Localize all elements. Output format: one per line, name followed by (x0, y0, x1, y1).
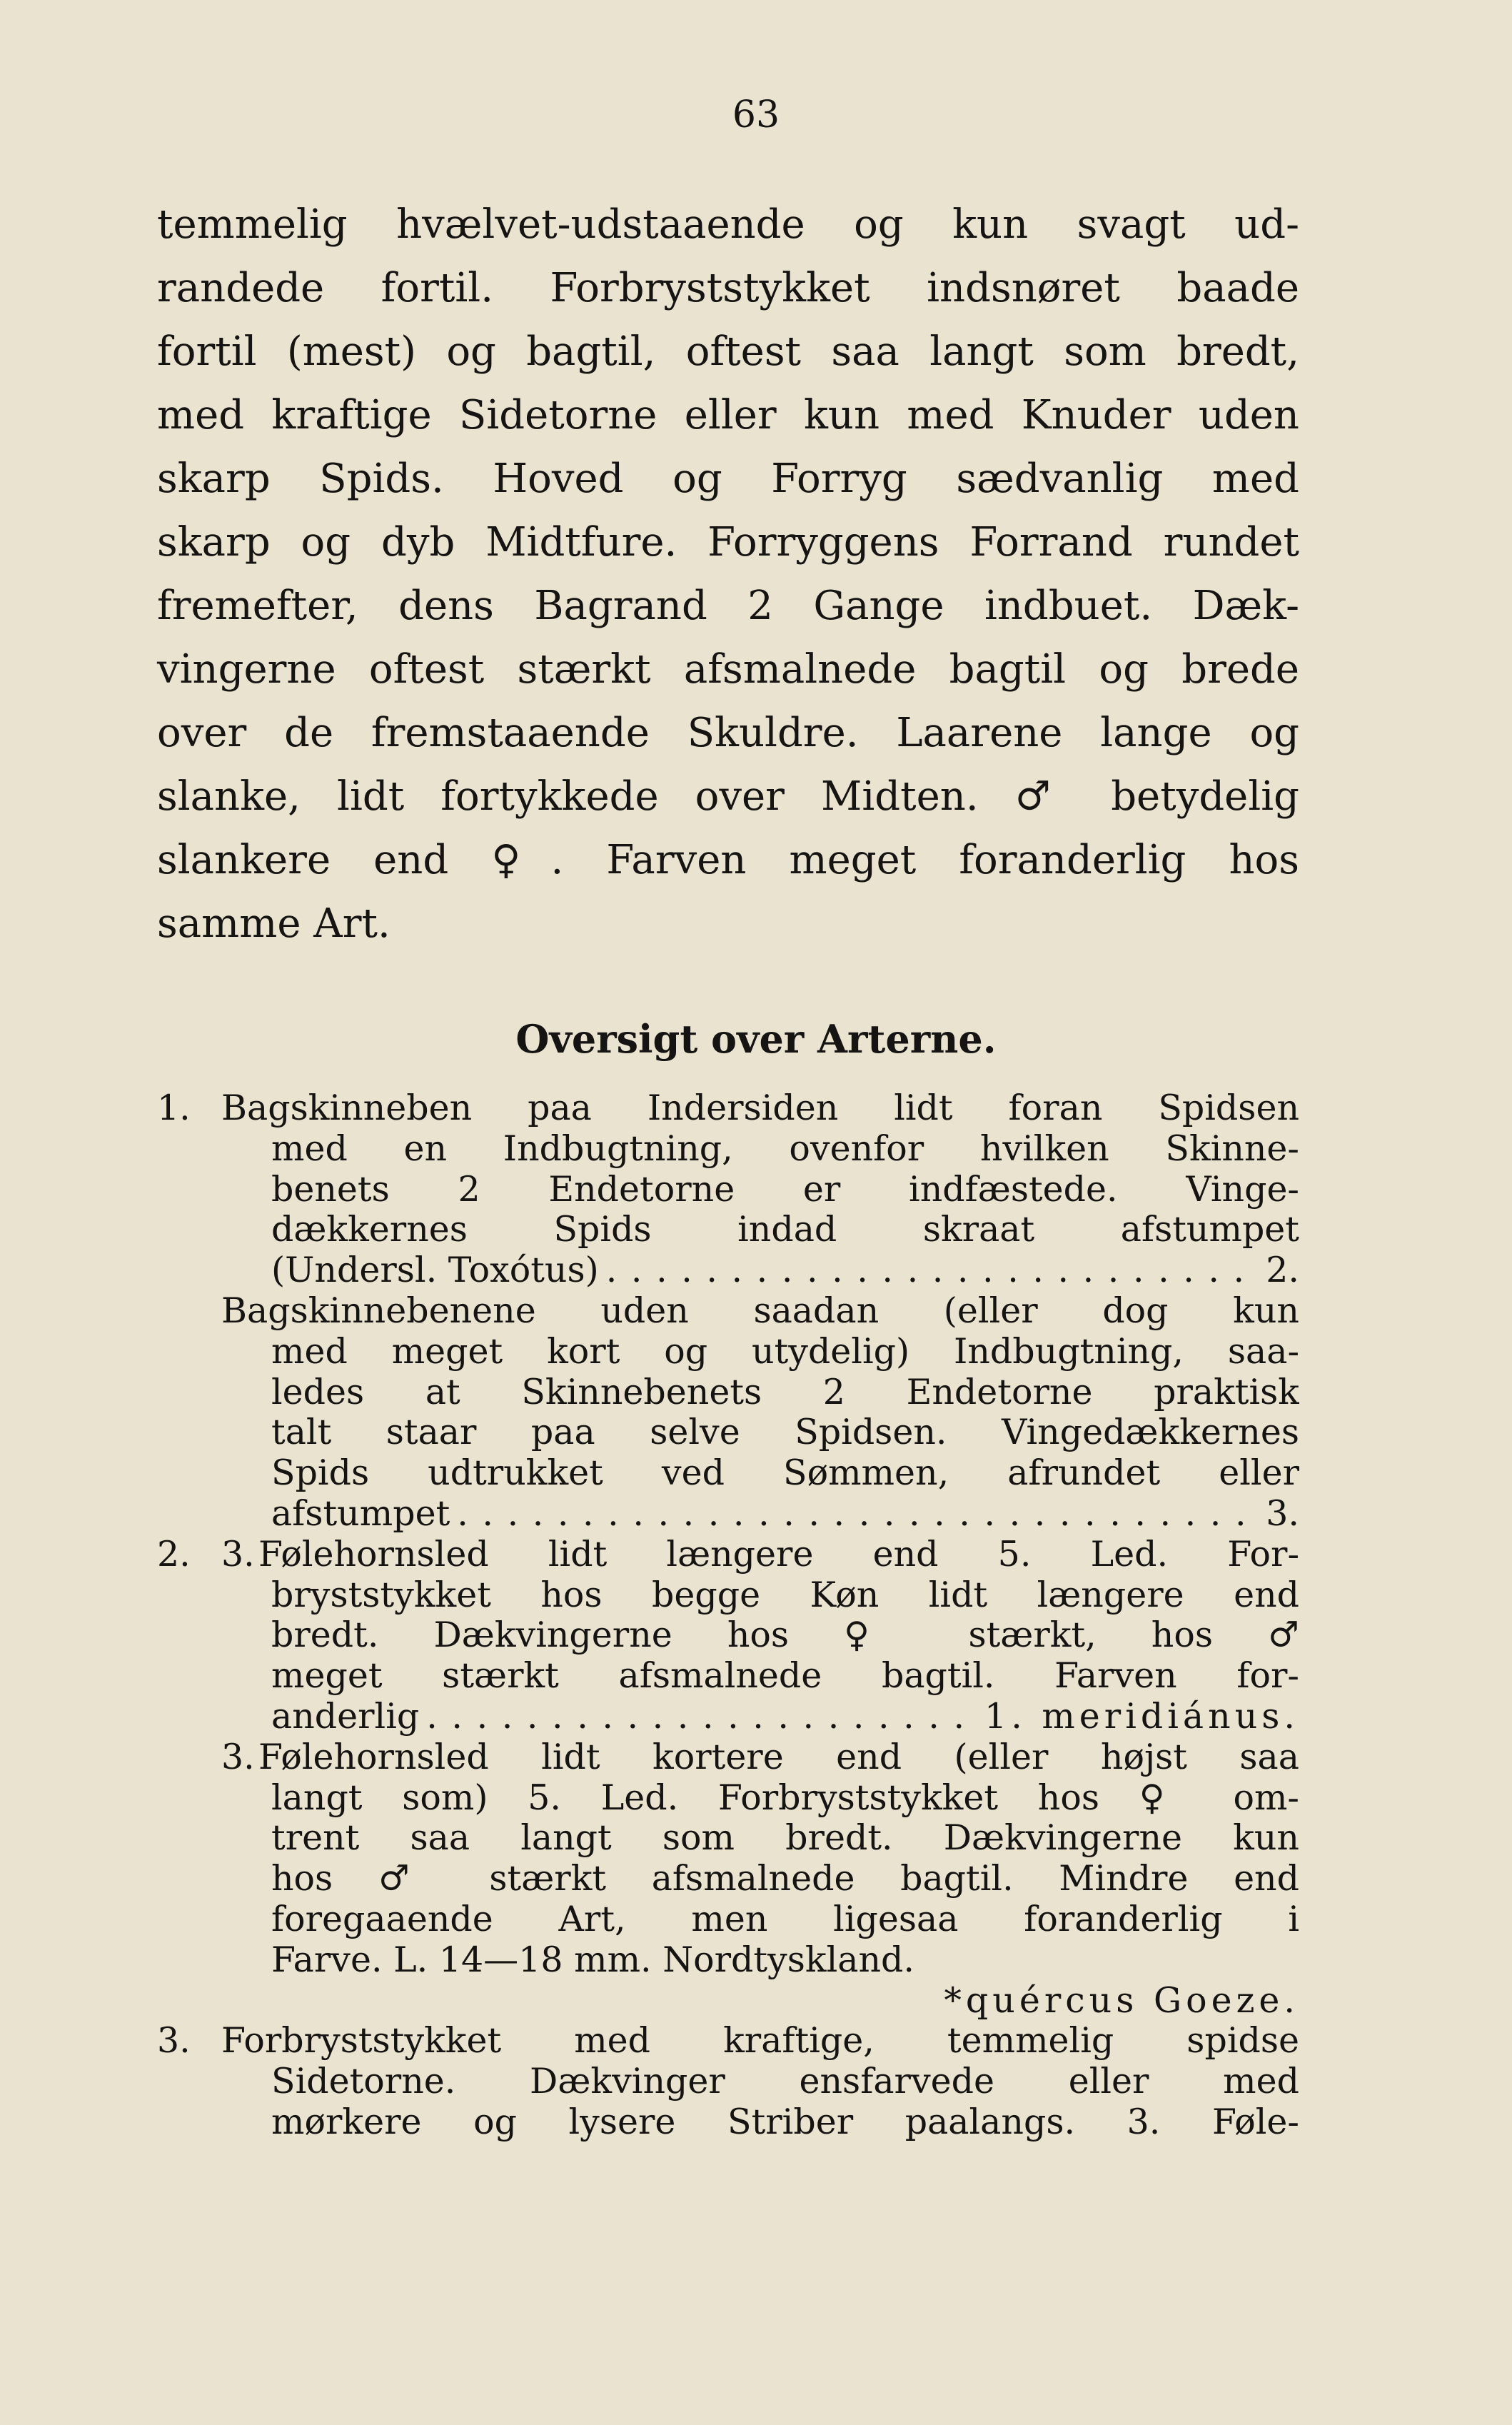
key-text: langt som) 5. Led. Forbryststykket hos ♀ om- (271, 1777, 1299, 1818)
key-line (271, 1818, 1299, 1859)
key-text: med meget kort og utydelig) Indbugtning, saa- (271, 1331, 1299, 1372)
key-text: bryststykket hos begge Køn lidt længere end (271, 1575, 1299, 1615)
key-text: Sidetorne. Dækvinger ensfarvede eller med (271, 2062, 1299, 2102)
leader-dots (426, 1697, 977, 1737)
key-line (271, 2102, 1299, 2143)
key-line (271, 1940, 1299, 1981)
key-text: Forbryststykket med kraftige, temmelig spidse (221, 2021, 1299, 2062)
key-line (157, 1737, 1299, 1778)
leader-line (271, 1494, 1299, 1535)
couplet-number: 2. (157, 1533, 191, 1575)
species-name: *quércus Goeze. (944, 1980, 1299, 2021)
text-line: over de fremstaaende Skuldre. Laarene lange og (157, 710, 1299, 756)
page-number: 63 (732, 94, 780, 136)
couplet-reference: 3. (1266, 1493, 1299, 1534)
key-line (271, 1859, 1299, 1899)
leader-dots (457, 1494, 1259, 1535)
key-line (157, 2021, 1299, 2062)
key-line (271, 1494, 1299, 1535)
key-line (157, 1535, 1299, 1575)
text-line: skarp og dyb Midtfure. Forryggens Forrand rundet (157, 519, 1299, 566)
key-text: Spids udtrukket ved Sømmen, afrundet eller (271, 1453, 1299, 1494)
key-text: afstumpet (271, 1493, 450, 1534)
section-heading: Oversigt over Arterne. (515, 1016, 997, 1062)
key-text: hos ♂ stærkt afsmalnede bagtil. Mindre end (271, 1859, 1299, 1899)
key-line (271, 1899, 1299, 1940)
key-text: Følehornsled lidt kortere end (eller højst saa (258, 1737, 1299, 1777)
text-line: slankere end ♀. Farven meget foranderlig hos (157, 837, 1299, 883)
leader-line (271, 1250, 1299, 1291)
key-text: (Undersl. Toxótus) (271, 1250, 599, 1291)
leader-line (271, 1697, 1299, 1737)
text-line: temmelig hvælvet-udstaaende og kun svagt ud- (157, 201, 1299, 248)
key-line (271, 1778, 1299, 1819)
key-text: med en Indbugtning, ovenfor hvilken Skinne- (271, 1128, 1299, 1169)
key-line (271, 1412, 1299, 1453)
key-line (271, 1656, 1299, 1697)
key-line (271, 1453, 1299, 1494)
key-text: Bagskinnebenene uden saadan (eller dog kun (221, 1290, 1299, 1331)
key-line (271, 1170, 1299, 1210)
couplet-number: 3. (157, 2020, 191, 2062)
key-text: trent saa langt som bredt. Dækvingerne kun (271, 1818, 1299, 1859)
sub-number: 3. (221, 1736, 255, 1777)
key-text: mørkere og lysere Striber paalangs. 3. Føle- (271, 2102, 1299, 2142)
key-line (271, 1250, 1299, 1291)
text-line: randede fortil. Forbryststykket indsnøret baade (157, 265, 1299, 311)
key-line (271, 1129, 1299, 1170)
key-text: ledes at Skinnebenets 2 Endetorne praktisk (271, 1372, 1299, 1412)
text-line: fremefter, dens Bagrand 2 Gange indbuet. Dæk- (157, 583, 1299, 629)
key-text: anderlig (271, 1696, 420, 1737)
text-line: slanke, lidt fortykkede over Midten. ♂ betydelig (157, 773, 1299, 820)
couplet-reference: 2. (1266, 1250, 1299, 1291)
key-line (271, 1615, 1299, 1656)
text-line: fortil (mest) og bagtil, oftest saa langt som bredt, (157, 328, 1299, 375)
key-text: meget stærkt afsmalnede bagtil. Farven for- (271, 1656, 1299, 1697)
key-line (271, 1575, 1299, 1616)
key-line (157, 1088, 1299, 1129)
leader-dots (606, 1250, 1259, 1291)
species-key (157, 1088, 1299, 2143)
key-text: talt staar paa selve Spidsen. Vingedækkernes (271, 1412, 1299, 1453)
key-line (271, 1372, 1299, 1413)
couplet-number: 1. (157, 1088, 191, 1128)
key-text: dækkernes Spids indad skraat afstumpet (271, 1210, 1299, 1250)
key-text: Farve. L. 14—18 mm. Nordtyskland. (271, 1939, 914, 1980)
key-text: Bagskinneben paa Indersiden lidt foran Spidsen (221, 1088, 1299, 1128)
key-text: foregaaende Art, men ligesaa foranderlig i (271, 1899, 1299, 1939)
key-line (271, 1697, 1299, 1737)
key-line (157, 1291, 1299, 1332)
key-text: Følehornsled lidt længere end 5. Led. For- (258, 1534, 1299, 1575)
sub-number: 3. (221, 1533, 255, 1575)
text-line: skarp Spids. Hoved og Forryg sædvanlig med (157, 456, 1299, 502)
key-line (271, 1332, 1299, 1372)
text-line: vingerne oftest stærkt afsmalnede bagtil og brede (157, 646, 1299, 693)
species-name: 1. meridiánus. (984, 1696, 1299, 1737)
key-line (271, 2062, 1299, 2102)
key-line (271, 1210, 1299, 1250)
intro-paragraph (157, 193, 1299, 955)
key-line (157, 1981, 1299, 2022)
text-line: med kraftige Sidetorne eller kun med Knuder uden (157, 392, 1299, 438)
key-text: bredt. Dækvingerne hos ♀ stærkt, hos ♂ (271, 1615, 1299, 1656)
text-line: samme Art. (157, 900, 390, 947)
key-text: benets 2 Endetorne er indfæstede. Vinge- (271, 1169, 1299, 1210)
